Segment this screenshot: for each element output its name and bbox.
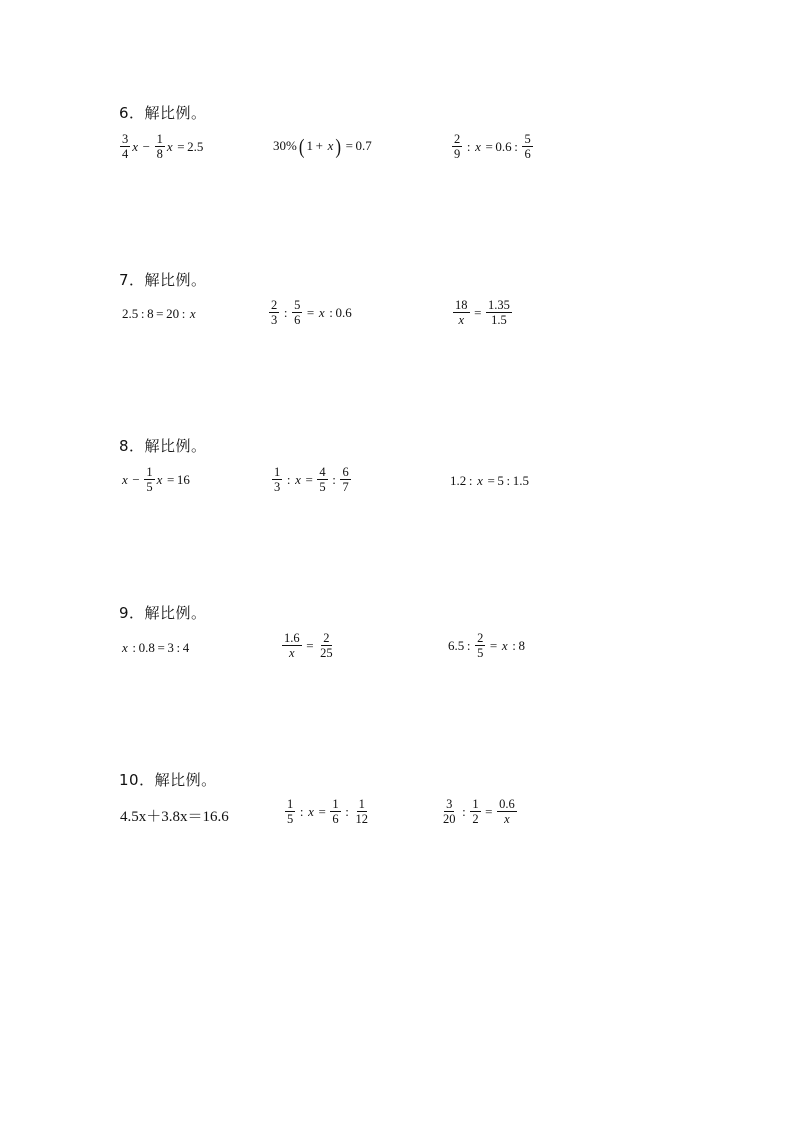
variable: x	[132, 138, 139, 154]
equation-text: : 0.8 = 3 : 4	[129, 640, 190, 655]
equation-text: =	[471, 304, 485, 320]
fraction	[486, 298, 512, 327]
fraction	[453, 298, 470, 327]
equation-text: =	[303, 637, 317, 653]
equation-text: 4.5x＋3.8x＝16.6	[120, 809, 229, 825]
fraction-denominator: 12	[355, 812, 368, 826]
fraction-denominator: 5	[477, 646, 484, 660]
fraction	[497, 797, 517, 826]
problem-6-eq-3	[451, 132, 534, 161]
fraction-denominator: 6	[332, 812, 339, 826]
fraction-numerator: 2	[454, 132, 461, 146]
fraction	[522, 132, 532, 161]
fraction-denominator: 6	[294, 313, 301, 327]
problem-8-eq-1	[121, 465, 191, 494]
fraction	[292, 298, 302, 327]
equation-text: =	[302, 471, 316, 487]
problem-9-heading: 9．解比例。	[119, 604, 207, 622]
equation-text: :	[329, 471, 339, 487]
fraction-denominator: 3	[274, 480, 281, 494]
fraction-denominator: 5	[319, 480, 326, 494]
fraction	[120, 132, 130, 161]
problem-7-eq-3	[452, 298, 513, 327]
problem-8-eq-3	[449, 473, 530, 489]
equation-text: −	[140, 138, 153, 154]
fraction-numerator: 1	[274, 465, 281, 479]
problem-10-eq-3	[440, 797, 518, 826]
parenthesis: (	[298, 134, 305, 158]
fraction	[272, 465, 282, 494]
fraction-numerator: 6	[342, 465, 349, 479]
fraction-numerator: 5	[294, 298, 301, 312]
problem-7-eq-1	[121, 306, 197, 322]
fraction	[441, 797, 458, 826]
equation-text: =	[482, 803, 496, 819]
fraction-numerator: 1	[332, 797, 339, 811]
equation-text: −	[129, 471, 143, 487]
problem-6-eq-1	[119, 132, 204, 161]
fraction-numerator: 2	[271, 298, 278, 312]
variable: x	[318, 304, 325, 320]
equation-text: : 0.6	[326, 304, 352, 320]
fraction-denominator: x	[289, 646, 295, 660]
fraction-numerator: 1	[146, 465, 153, 479]
variable: x	[166, 138, 173, 154]
problem-6-heading: 6．解比例。	[119, 104, 207, 122]
fraction	[470, 797, 480, 826]
variable: x	[156, 471, 163, 487]
fraction-denominator: x	[458, 313, 465, 327]
fraction	[452, 132, 462, 161]
fraction	[340, 465, 350, 494]
fraction-numerator: 1	[156, 132, 163, 146]
parenthesis: )	[335, 134, 342, 158]
fraction	[330, 797, 340, 826]
fraction-denominator: 3	[271, 313, 278, 327]
problem-7-heading: 7．解比例。	[119, 271, 207, 289]
fraction	[475, 631, 485, 660]
equation-text: =	[487, 637, 500, 653]
problem-9-eq-1	[121, 640, 190, 656]
fraction-numerator: 2	[477, 631, 484, 645]
fraction-numerator: 4	[319, 465, 326, 479]
fraction-numerator: 1	[472, 797, 479, 811]
fraction-numerator: 18	[455, 298, 468, 312]
variable: x	[327, 138, 334, 153]
problem-10-eq-1	[119, 805, 230, 826]
fraction-denominator: 2	[472, 812, 479, 826]
problem-6-eq-2	[272, 134, 373, 158]
equation-text: 6.5 :	[448, 637, 474, 653]
problem-9-eq-3	[447, 631, 526, 660]
equation-text: :	[284, 471, 294, 487]
problem-10-eq-2	[284, 797, 371, 826]
equation-text: :	[459, 803, 469, 819]
fraction-denominator: 1.5	[491, 313, 507, 327]
equation-text: 1 +	[306, 138, 326, 153]
equation-text: :	[297, 803, 307, 819]
problem-7-eq-2	[268, 298, 353, 327]
fraction-numerator: 1	[358, 797, 365, 811]
fraction-numerator: 3	[122, 132, 129, 146]
fraction	[318, 631, 335, 660]
equation-text: : 8	[509, 637, 525, 653]
fraction-numerator: 1.35	[488, 298, 510, 312]
equation-text: = 16	[164, 471, 190, 487]
variable: x	[295, 471, 301, 487]
fraction-denominator: 8	[156, 147, 163, 161]
fraction-numerator: 5	[524, 132, 531, 146]
fraction	[317, 465, 327, 494]
variable: x	[477, 473, 483, 488]
equation-text: = 0.6 :	[482, 138, 521, 154]
variable: x	[501, 637, 508, 653]
equation-text: :	[464, 138, 474, 154]
fraction	[155, 132, 165, 161]
fraction-numerator: 2	[323, 631, 330, 645]
fraction-numerator: 0.6	[499, 797, 515, 811]
equation-text: :	[281, 304, 291, 320]
fraction-denominator: 25	[320, 646, 333, 660]
fraction	[285, 797, 295, 826]
problem-10-heading: 10．解比例。	[119, 771, 217, 789]
variable: x	[189, 306, 196, 321]
fraction-denominator: 9	[454, 147, 461, 161]
fraction-denominator: 7	[342, 480, 349, 494]
equation-text: :	[342, 803, 352, 819]
fraction-denominator: x	[504, 812, 510, 826]
variable: x	[122, 640, 128, 655]
fraction	[269, 298, 279, 327]
fraction-denominator: 20	[443, 812, 456, 826]
fraction-numerator: 3	[446, 797, 453, 811]
equation-text: =	[315, 803, 329, 819]
variable: x	[308, 803, 314, 819]
fraction-denominator: 5	[146, 480, 153, 494]
fraction-denominator: 6	[524, 147, 531, 161]
problem-8-eq-2	[271, 465, 352, 494]
fraction	[282, 631, 302, 660]
equation-text: = 0.7	[343, 138, 372, 153]
fraction	[144, 465, 154, 494]
equation-text: =	[304, 304, 317, 320]
fraction	[353, 797, 370, 826]
equation-text: = 2.5	[174, 138, 204, 154]
equation-text: = 5 : 1.5	[484, 473, 529, 488]
fraction-denominator: 5	[287, 812, 294, 826]
equation-text: 30%	[273, 138, 297, 153]
fraction-denominator: 4	[122, 147, 129, 161]
fraction-numerator: 1	[287, 797, 294, 811]
variable: x	[475, 138, 481, 154]
problem-9-eq-2	[281, 631, 336, 660]
equation-text: 1.2 :	[450, 473, 476, 488]
fraction-numerator: 1.6	[284, 631, 300, 645]
problem-8-heading: 8．解比例。	[119, 437, 207, 455]
variable: x	[122, 471, 128, 487]
equation-text: 2.5 : 8 = 20 :	[122, 306, 188, 321]
